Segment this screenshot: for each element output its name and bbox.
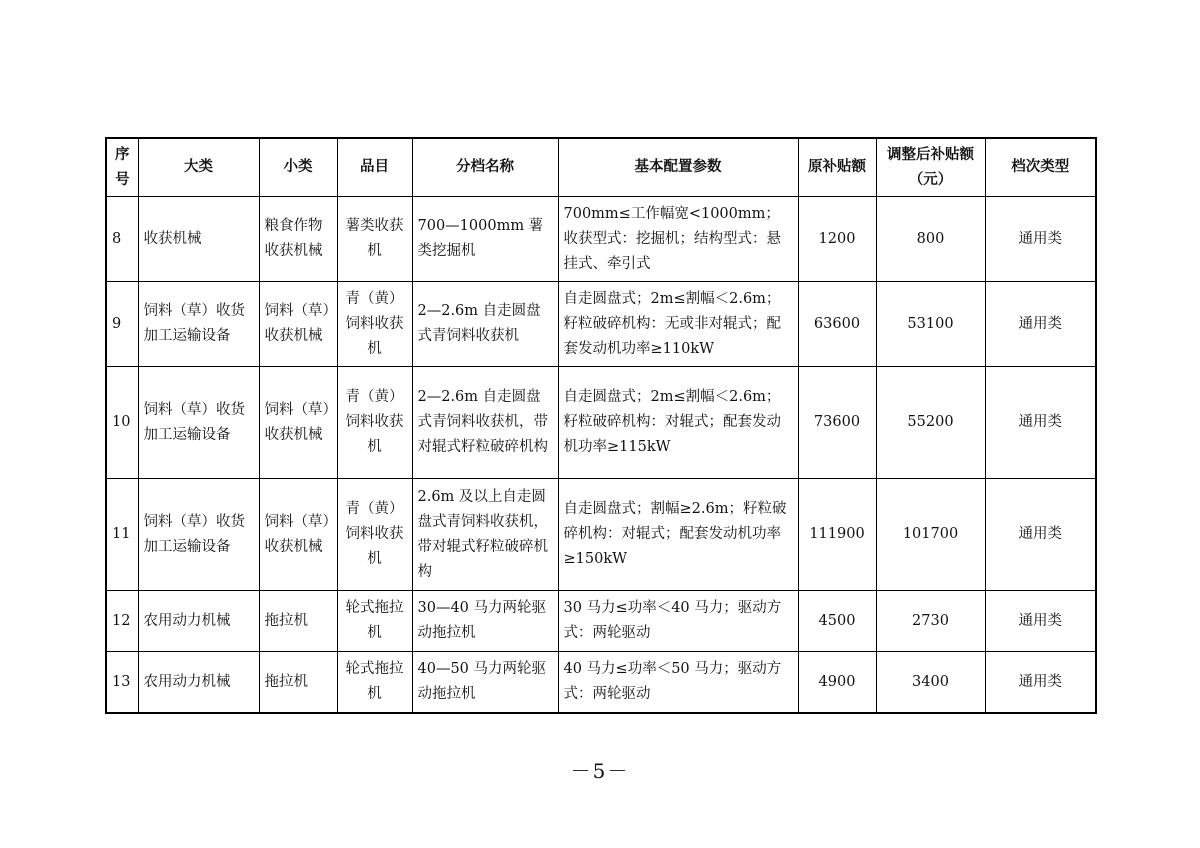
- cell-subcategory: 拖拉机: [259, 591, 337, 652]
- cell-config: 自走圆盘式；割幅≥2.6m；籽粒破碎机构：对辊式；配套发动机功率≥150kW: [558, 479, 798, 591]
- page-number: －5－: [570, 759, 630, 783]
- cell-tier: 30—40 马力两轮驱动拖拉机: [412, 591, 558, 652]
- header-subcategory: 小类: [259, 138, 337, 197]
- header-item: 品目: [337, 138, 412, 197]
- cell-category: 收获机械: [138, 197, 259, 282]
- cell-config: 自走圆盘式；2m≤割幅＜2.6m；籽粒破碎机构：无或非对辊式；配套发动机功率≥110kW: [558, 282, 798, 367]
- cell-item: 青（黄）饲料收获机: [337, 479, 412, 591]
- cell-no: 13: [106, 652, 138, 714]
- cell-tier: 700—1000mm 薯类挖掘机: [412, 197, 558, 282]
- table-row: [106, 197, 1096, 282]
- header-adjusted: 调整后补贴额（元）: [876, 138, 985, 197]
- cell-adjusted: 2730: [876, 591, 985, 652]
- cell-original: 111900: [798, 479, 876, 591]
- cell-adjusted: 53100: [876, 282, 985, 367]
- cell-type: 通用类: [985, 282, 1096, 367]
- header-type: 档次类型: [985, 138, 1096, 197]
- cell-original: 4900: [798, 652, 876, 714]
- cell-category: 饲料（草）收货加工运输设备: [138, 479, 259, 591]
- subsidy-table: [105, 137, 1097, 714]
- cell-config: 自走圆盘式；2m≤割幅＜2.6m；籽粒破碎机构：对辊式；配套发动机功率≥115kW: [558, 367, 798, 479]
- cell-item: 薯类收获机: [337, 197, 412, 282]
- table-row: [106, 282, 1096, 367]
- cell-no: 11: [106, 479, 138, 591]
- header-config: 基本配置参数: [558, 138, 798, 197]
- cell-category: 饲料（草）收货加工运输设备: [138, 367, 259, 479]
- cell-item: 青（黄）饲料收获机: [337, 367, 412, 479]
- cell-no: 9: [106, 282, 138, 367]
- cell-adjusted: 3400: [876, 652, 985, 714]
- cell-type: 通用类: [985, 652, 1096, 714]
- cell-config: 700mm≤工作幅宽<1000mm；收获型式：挖掘机；结构型式：悬挂式、牵引式: [558, 197, 798, 282]
- header-original: 原补贴额: [798, 138, 876, 197]
- table-row: [106, 367, 1096, 479]
- cell-category: 饲料（草）收货加工运输设备: [138, 282, 259, 367]
- cell-no: 8: [106, 197, 138, 282]
- cell-type: 通用类: [985, 591, 1096, 652]
- table-row: [106, 479, 1096, 591]
- cell-category: 农用动力机械: [138, 652, 259, 714]
- cell-category: 农用动力机械: [138, 591, 259, 652]
- cell-item: 轮式拖拉机: [337, 591, 412, 652]
- cell-no: 10: [106, 367, 138, 479]
- cell-item: 青（黄）饲料收获机: [337, 282, 412, 367]
- cell-item: 轮式拖拉机: [337, 652, 412, 714]
- cell-tier: 2.6m 及以上自走圆盘式青饲料收获机，带对辊式籽粒破碎机构: [412, 479, 558, 591]
- cell-config: 30 马力≤功率＜40 马力；驱动方式：两轮驱动: [558, 591, 798, 652]
- cell-subcategory: 拖拉机: [259, 652, 337, 714]
- table-row: [106, 591, 1096, 652]
- cell-original: 1200: [798, 197, 876, 282]
- cell-original: 63600: [798, 282, 876, 367]
- cell-subcategory: 饲料（草）收获机械: [259, 367, 337, 479]
- cell-subcategory: 饲料（草）收获机械: [259, 479, 337, 591]
- cell-adjusted: 101700: [876, 479, 985, 591]
- table-row: [106, 652, 1096, 714]
- cell-config: 40 马力≤功率＜50 马力；驱动方式：两轮驱动: [558, 652, 798, 714]
- header-tier: 分档名称: [412, 138, 558, 197]
- cell-tier: 40—50 马力两轮驱动拖拉机: [412, 652, 558, 714]
- cell-subcategory: 饲料（草）收获机械: [259, 282, 337, 367]
- cell-original: 73600: [798, 367, 876, 479]
- header-no: 序号: [106, 138, 138, 197]
- cell-type: 通用类: [985, 479, 1096, 591]
- cell-subcategory: 粮食作物收获机械: [259, 197, 337, 282]
- cell-tier: 2—2.6m 自走圆盘式青饲料收获机: [412, 282, 558, 367]
- table-header-row: [106, 138, 1096, 197]
- cell-adjusted: 55200: [876, 367, 985, 479]
- header-category: 大类: [138, 138, 259, 197]
- cell-type: 通用类: [985, 197, 1096, 282]
- cell-original: 4500: [798, 591, 876, 652]
- cell-type: 通用类: [985, 367, 1096, 479]
- cell-tier: 2—2.6m 自走圆盘式青饲料收获机，带对辊式籽粒破碎机构: [412, 367, 558, 479]
- cell-no: 12: [106, 591, 138, 652]
- cell-adjusted: 800: [876, 197, 985, 282]
